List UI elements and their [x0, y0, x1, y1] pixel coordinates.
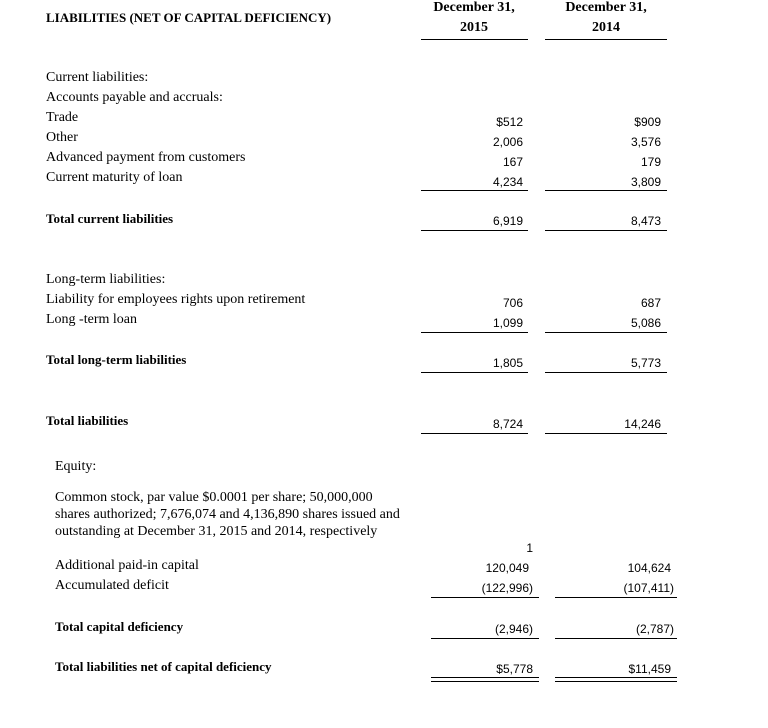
subtotal-rule-equity-2015 — [431, 597, 539, 598]
value-current-maturity-2014: 3,809 — [630, 175, 661, 189]
common-stock-line-2: shares authorized; 7,676,074 and 4,136,890 shares issued and — [55, 507, 400, 522]
grand-total-label: Total liabilities net of capital deficiency — [55, 659, 272, 674]
total-capital-deficiency-2015: (2,946) — [494, 622, 533, 636]
total-current-liabilities-2015: 6,919 — [492, 214, 523, 228]
total-rule-equity-2014 — [555, 638, 677, 639]
row-label-other: Other — [46, 130, 78, 145]
row-label-employee-rights: Liability for employees rights upon retirement — [46, 292, 306, 307]
total-liabilities-label: Total liabilities — [46, 413, 129, 428]
value-common-stock-2015: 1 — [526, 541, 533, 555]
column-header-2015-date: December 31, — [433, 0, 515, 15]
total-current-liabilities-label: Total current liabilities — [46, 211, 174, 226]
total-long-term-liabilities-2014: 5,773 — [630, 356, 661, 370]
row-label-advanced-payment: Advanced payment from customers — [46, 150, 246, 165]
value-advanced-payment-2014: 179 — [640, 155, 661, 169]
statement-title: LIABILITIES (NET OF CAPITAL DEFICIENCY) — [46, 10, 332, 25]
value-advanced-payment-2015: 167 — [502, 155, 523, 169]
equity-heading: Equity: — [55, 459, 97, 474]
column-header-2015-rule — [421, 39, 528, 40]
value-apic-2014: 104,624 — [627, 561, 671, 575]
subtotal-rule-longterm-2015 — [421, 332, 528, 333]
total-rule-longterm-2015 — [421, 372, 528, 373]
subtotal-rule-current-2015 — [421, 190, 528, 191]
current-liabilities-heading: Current liabilities: — [46, 70, 149, 85]
total-rule-liabilities-2015 — [421, 433, 528, 434]
grand-total-double-rule-2015 — [431, 677, 539, 682]
total-rule-current-2015 — [421, 230, 528, 231]
value-employee-rights-2014: 687 — [640, 296, 661, 310]
value-accumulated-deficit-2014: (107,411) — [623, 581, 674, 595]
subtotal-rule-equity-2014 — [555, 597, 677, 598]
value-long-term-loan-2014: 5,086 — [630, 316, 661, 330]
accounts-payable-heading: Accounts payable and accruals: — [46, 90, 223, 105]
value-current-maturity-2015: 4,234 — [492, 175, 523, 189]
row-label-long-term-loan: Long -term loan — [46, 312, 137, 327]
total-current-liabilities-2014: 8,473 — [630, 214, 661, 228]
column-header-2014-year: 2014 — [592, 20, 620, 35]
long-term-liabilities-heading: Long-term liabilities: — [46, 272, 166, 287]
total-rule-liabilities-2014 — [545, 433, 667, 434]
value-other-2015: 2,006 — [492, 135, 523, 149]
value-apic-2015: 120,049 — [485, 561, 529, 575]
row-label-trade: Trade — [46, 110, 79, 125]
value-trade-2015: $512 — [496, 115, 523, 129]
total-rule-longterm-2014 — [545, 372, 667, 373]
column-header-2014-date: December 31, — [565, 0, 647, 15]
grand-total-double-rule-2014 — [555, 677, 677, 682]
subtotal-rule-current-2014 — [545, 190, 667, 191]
column-header-2015-year: 2015 — [460, 20, 488, 35]
subtotal-rule-longterm-2014 — [545, 332, 667, 333]
value-long-term-loan-2015: 1,099 — [492, 316, 523, 330]
grand-total-2014: $11,459 — [628, 662, 671, 676]
value-other-2014: 3,576 — [630, 135, 661, 149]
column-header-2014-rule — [545, 39, 667, 40]
value-accumulated-deficit-2015: (122,996) — [481, 581, 533, 595]
total-liabilities-2014: 14,246 — [624, 417, 661, 431]
grand-total-2015: $5,778 — [496, 662, 533, 676]
row-label-accumulated-deficit: Accumulated deficit — [55, 578, 169, 593]
total-capital-deficiency-2014: (2,787) — [635, 622, 674, 636]
row-label-current-maturity: Current maturity of loan — [46, 170, 183, 185]
total-rule-current-2014 — [545, 230, 667, 231]
total-capital-deficiency-label: Total capital deficiency — [55, 619, 184, 634]
total-long-term-liabilities-label: Total long-term liabilities — [46, 352, 187, 367]
common-stock-line-1: Common stock, par value $0.0001 per share; 50,000,000 — [55, 490, 373, 505]
value-trade-2014: $909 — [634, 115, 661, 129]
total-rule-equity-2015 — [431, 638, 539, 639]
total-long-term-liabilities-2015: 1,805 — [492, 356, 523, 370]
value-employee-rights-2015: 706 — [502, 296, 523, 310]
common-stock-line-3: outstanding at December 31, 2015 and 2014, respectively — [55, 524, 378, 539]
row-label-apic: Additional paid-in capital — [55, 558, 199, 573]
total-liabilities-2015: 8,724 — [492, 417, 523, 431]
